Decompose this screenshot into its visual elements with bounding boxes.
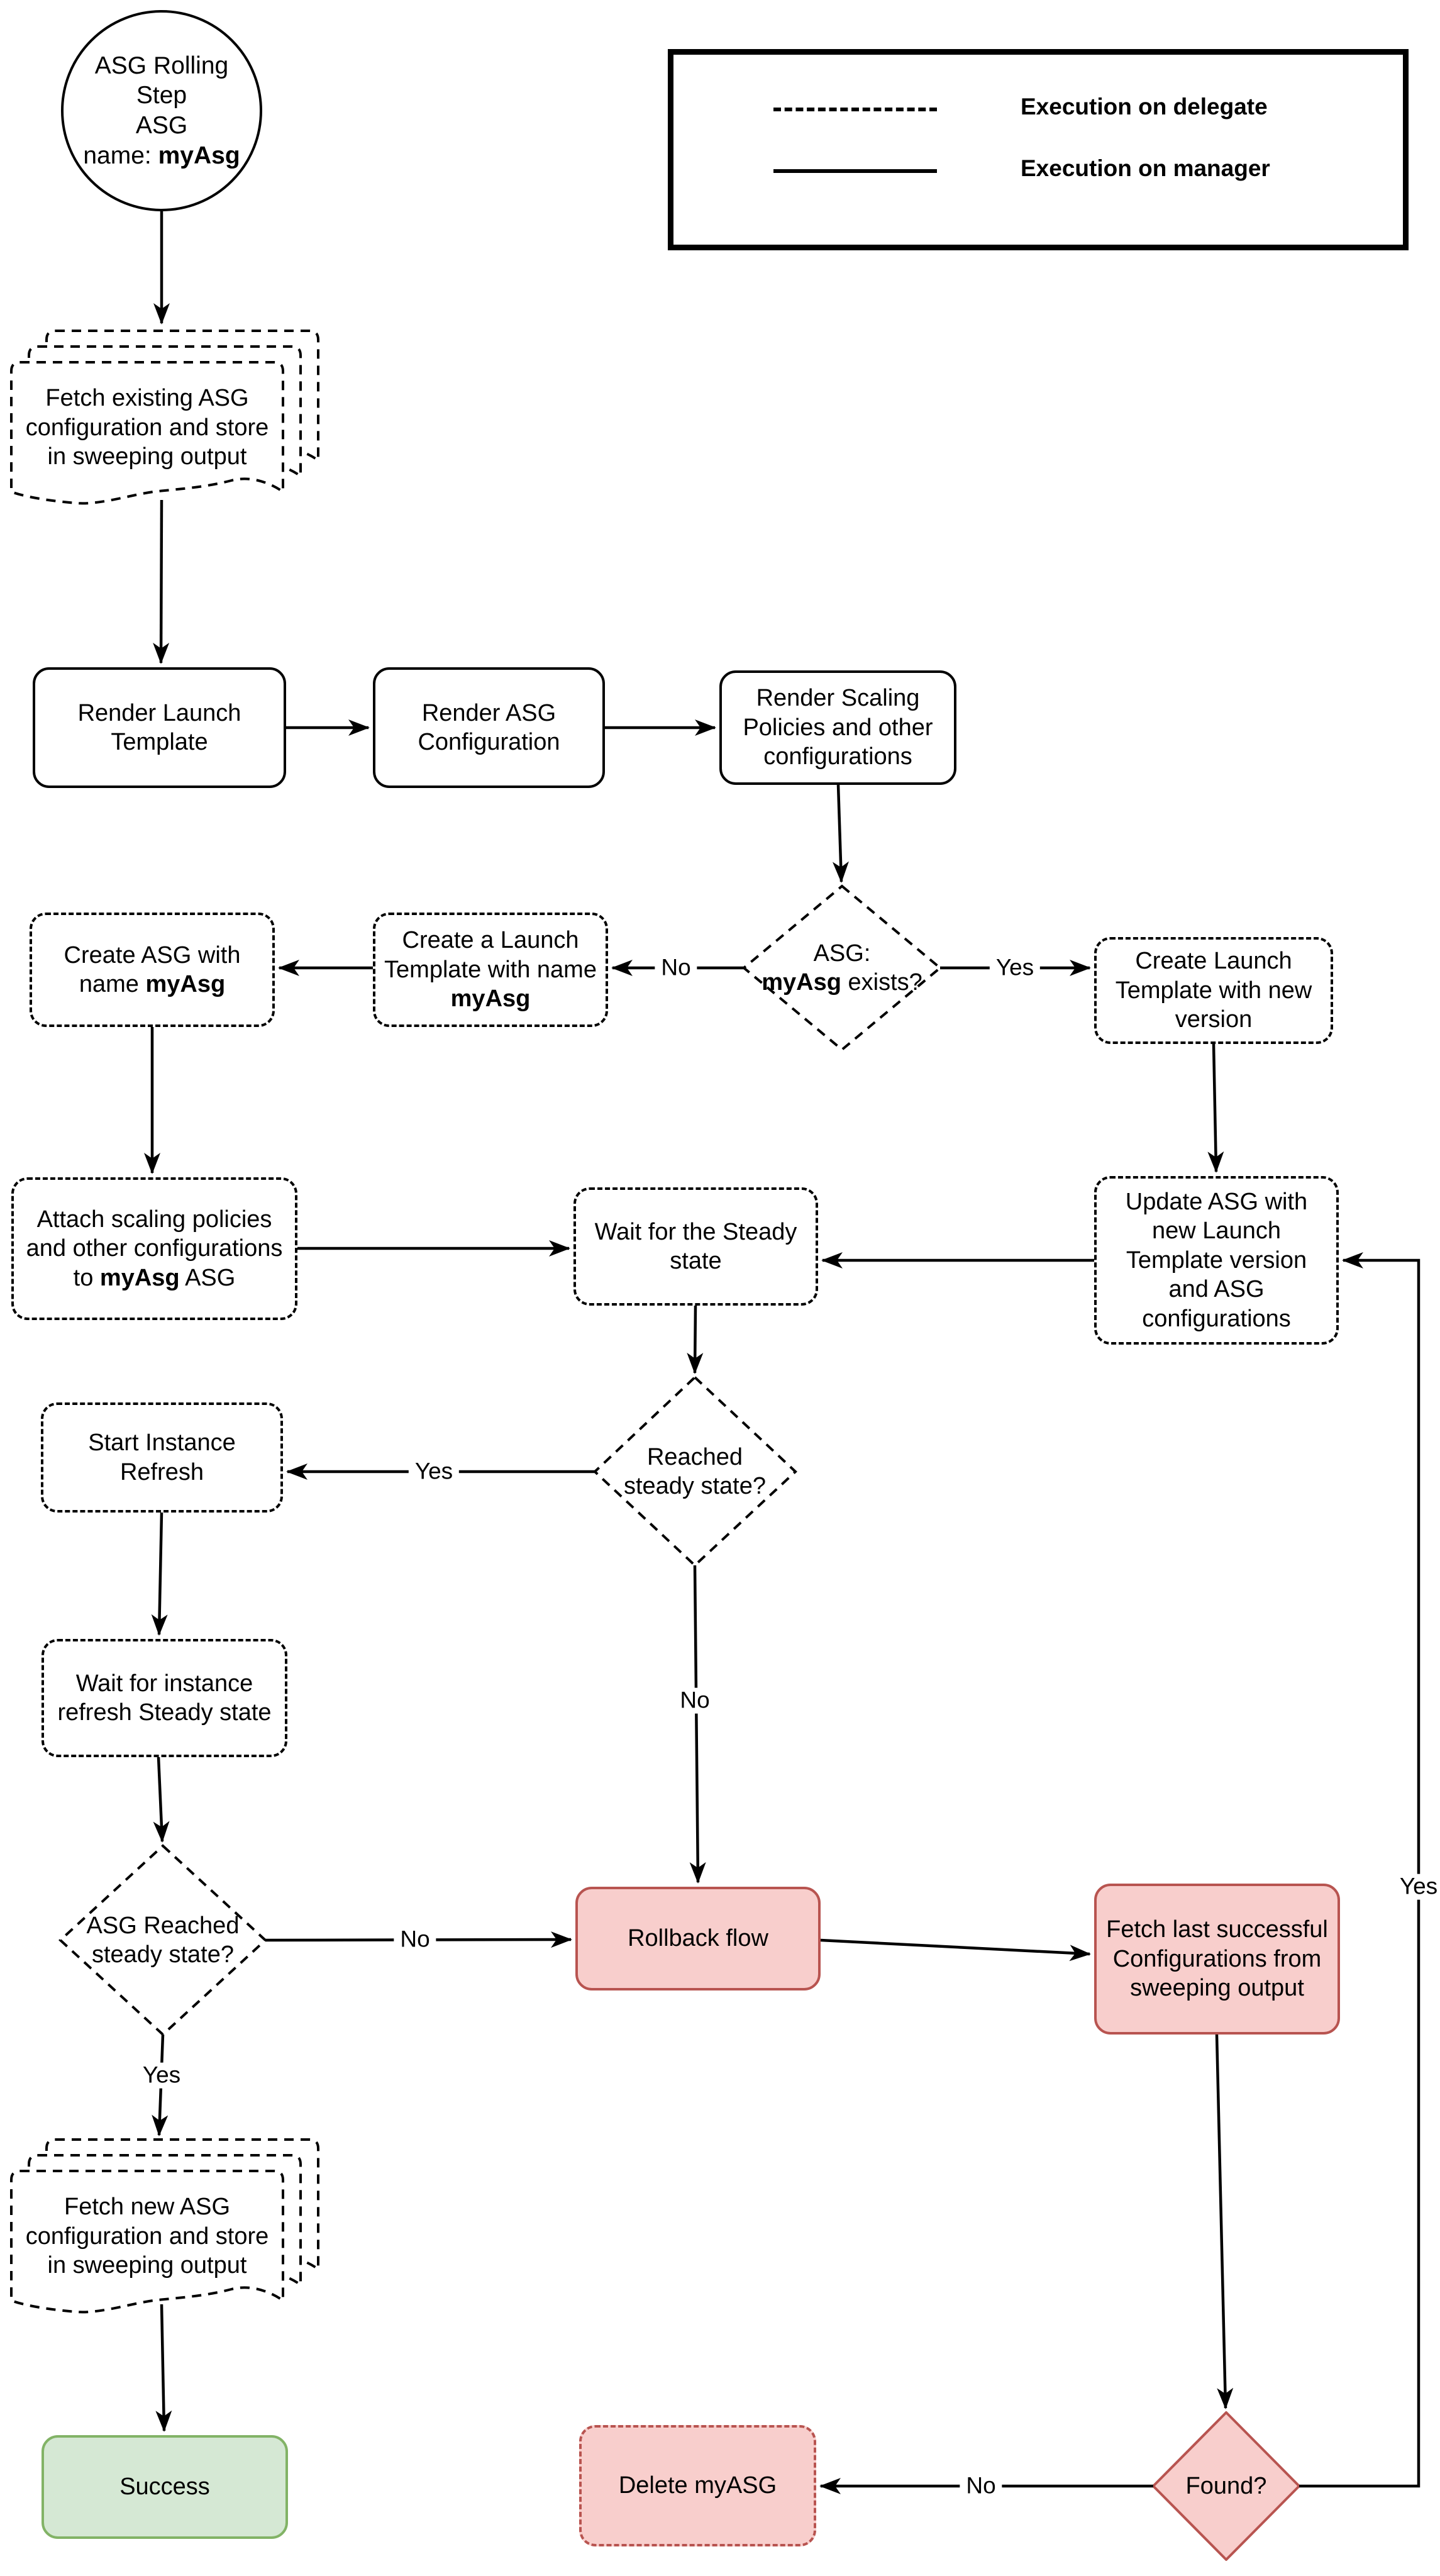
edge-start-refresh-to-wait-refresh [159, 1513, 162, 1635]
start-line-1: ASG Rolling Step [94, 52, 229, 109]
node-fetch-last-successful: Fetch last successful Configurations from sweeping output [1094, 1884, 1340, 2035]
node-attach-scaling: Attach scaling policies and other configurations to myAsg ASG [11, 1177, 297, 1320]
node-wait-steady: Wait for the Steady state [573, 1187, 818, 1306]
edge-label-reached-no: No [673, 1688, 716, 1714]
node-delete-myasg: Delete myASG [579, 2425, 816, 2546]
legend-delegate-label: Execution on delegate [1021, 94, 1268, 119]
node-create-launch-template: Create a Launch Template with name myAsg [373, 913, 608, 1027]
edge-label-asg-reached-no: No [394, 1927, 436, 1953]
edge-render-scaling-to-asg-exists [838, 785, 841, 882]
edge-label-asg-exists-yes: Yes [990, 955, 1040, 981]
edge-rollback-to-fetch-last [821, 1940, 1090, 1954]
node-start-circle [61, 10, 262, 211]
edge-fetch-last-to-found [1217, 2035, 1226, 2408]
start-line-2: ASG [135, 112, 188, 139]
dashed-line-sample [773, 108, 937, 111]
edge-create-lt-new-to-update [1214, 1044, 1216, 1172]
node-create-launch-template-new: Create Launch Template with new version [1094, 937, 1333, 1044]
edge-fetch-new-to-success [162, 2304, 164, 2431]
edge-fetch-existing-to-render-lt [161, 500, 162, 663]
edge-label-asg-reached-yes: Yes [136, 2063, 187, 2089]
asg-reached-steady-diamond-label: ASG Reached steady state? [86, 1912, 240, 1968]
edge-wait-refresh-to-asg-reached [158, 1757, 162, 1841]
node-render-launch-template: Render Launch Template [33, 667, 286, 788]
solid-line-sample [773, 169, 937, 173]
node-render-scaling-policies: Render Scaling Policies and other configurations [719, 670, 956, 785]
node-fetch-new-label: Fetch new ASG configuration and store in sweeping output [25, 2194, 269, 2279]
edge-reached-no [695, 1565, 698, 1882]
found-diamond-label: Found? [1185, 2472, 1267, 2499]
node-render-asg-configuration: Render ASG Configuration [373, 667, 605, 788]
node-start-instance-refresh: Start Instance Refresh [41, 1402, 283, 1513]
asg-exists-diamond-label: ASG: myAsg exists? [762, 940, 922, 996]
node-success: Success [42, 2435, 288, 2539]
node-update-asg: Update ASG with new Launch Template version and ASG configurations [1094, 1176, 1339, 1345]
edge-label-reached-yes: Yes [409, 1459, 459, 1485]
edge-label-found-no: No [960, 2473, 1002, 2499]
node-fetch-existing-label: Fetch existing ASG configuration and store in sweeping output [25, 385, 269, 470]
edge-label-asg-exists-no: No [655, 955, 697, 981]
node-wait-instance-refresh: Wait for instance refresh Steady state [42, 1639, 287, 1757]
node-create-asg: Create ASG with name myAsg [30, 913, 275, 1027]
legend [668, 49, 1409, 250]
legend-manager-label: Execution on manager [1021, 155, 1270, 181]
start-line-3: name: myAsg [83, 142, 240, 169]
node-rollback-flow: Rollback flow [575, 1887, 821, 1990]
edge-label-found-yes: Yes [1393, 1874, 1440, 1900]
reached-steady-diamond-label: Reached steady state? [623, 1443, 767, 1499]
